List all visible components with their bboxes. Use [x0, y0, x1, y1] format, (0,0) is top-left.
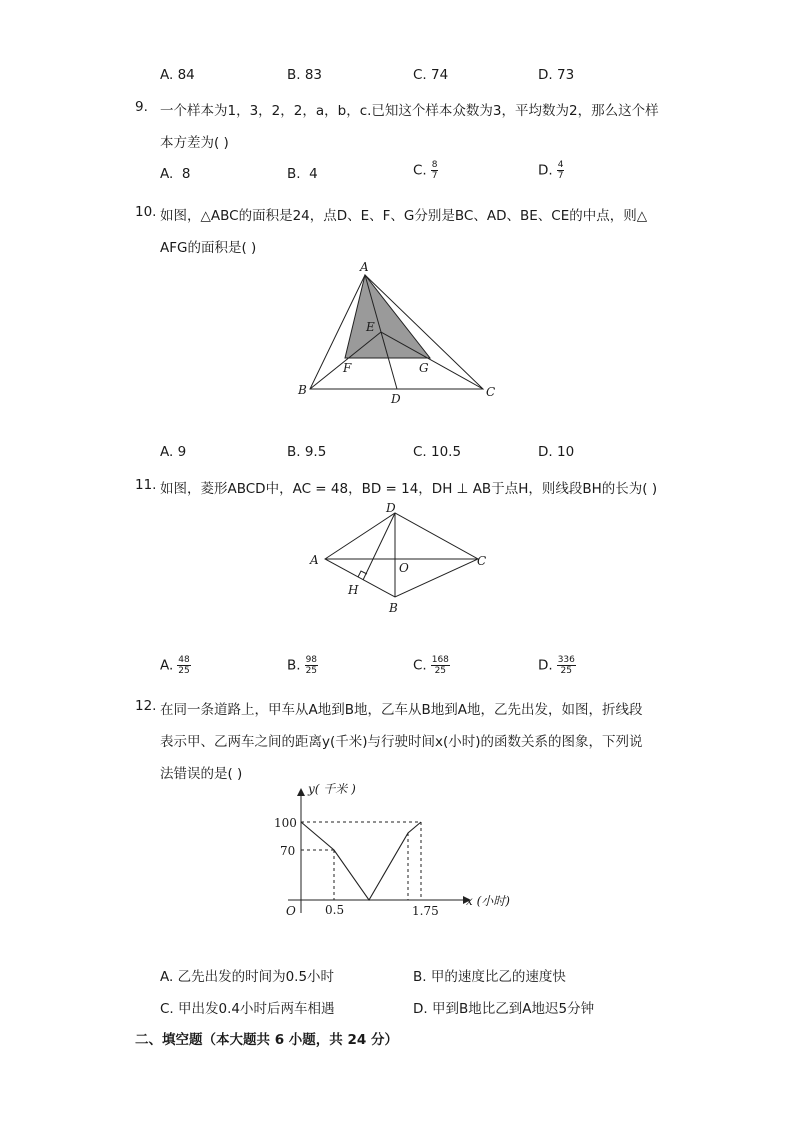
q9-stem-line1: 一个样本为1，3，2，2，a，b，c.已知这个样本众数为3，平均数为2，那么这个样	[160, 103, 659, 119]
q8-option-c: C. 74	[413, 67, 449, 83]
q9-option-b: B. 4	[287, 166, 318, 182]
q10-option-c: C. 10.5	[413, 444, 462, 460]
q12-y-axis-label: y( 千米 )	[308, 782, 356, 796]
q10-label-b: B	[298, 383, 307, 397]
q11-label-a: A	[310, 553, 319, 567]
q10-option-b: B. 9.5	[287, 444, 327, 460]
q12-ytick-100: 100	[274, 816, 297, 830]
q12-xtick-0-5: 0.5	[325, 903, 345, 917]
q12-distance-time-graph	[270, 778, 530, 923]
q12-stem-line1: 在同一条道路上，甲车从A地到B地，乙车从B地到A地，乙先出发，如图，折线段	[160, 702, 643, 718]
q11-option-a: A. $\frac{48}{25}$	[160, 655, 190, 676]
q9-option-d: D. $\frac{4}{7}$	[538, 160, 564, 181]
q10-stem-line1: 如图，△ABC的面积是24，点D、E、F、G分别是BC、AD、BE、CE的中点，则△	[160, 208, 648, 224]
q10-label-f: F	[343, 361, 352, 375]
q9-number: 9.	[135, 99, 148, 115]
q8-option-a: A. 84	[160, 67, 195, 83]
q12-xtick-1-75: 1.75	[412, 904, 439, 918]
q10-label-a: A	[360, 260, 369, 274]
q12-number: 12.	[135, 698, 157, 714]
q11-rhombus-figure	[300, 498, 500, 618]
q11-option-c: C. $\frac{168}{25}$	[413, 655, 449, 676]
section-heading-fill-in: 二、填空题（本大题共 6 小题，共 24 分）	[135, 1032, 398, 1048]
q10-number: 10.	[135, 204, 157, 220]
q12-distance-polyline	[301, 822, 421, 900]
q8-option-b: B. 83	[287, 67, 323, 83]
q8-option-d: D. 73	[538, 67, 575, 83]
q10-label-d: D	[391, 392, 401, 406]
q12-stem-line3: 法错误的是( )	[160, 766, 243, 782]
q12-origin-label: O	[286, 904, 296, 918]
q11-label-h: H	[348, 583, 359, 597]
q9-option-a: A. 8	[160, 166, 191, 182]
q12-option-c: C. 甲出发0.4小时后两车相遇	[160, 1001, 335, 1017]
q9-option-c: C. $\frac{8}{7}$	[413, 160, 438, 181]
q10-shaded-triangle-afg	[345, 275, 430, 358]
q10-option-d: D. 10	[538, 444, 575, 460]
q11-label-o: O	[399, 561, 409, 575]
q10-stem-line2: AFG的面积是( )	[160, 240, 257, 256]
q10-triangle-figure	[290, 255, 510, 410]
q11-label-d: D	[386, 501, 396, 515]
q10-label-g: G	[419, 361, 429, 375]
q9-stem-line2: 本方差为( )	[160, 135, 229, 151]
q11-option-b: B. $\frac{98}{25}$	[287, 655, 318, 676]
q12-option-b: B. 甲的速度比乙的速度快	[413, 969, 566, 985]
q12-x-axis-label: x (小时)	[466, 894, 510, 908]
q11-number: 11.	[135, 477, 157, 493]
q11-option-d: D. $\frac{336}{25}$	[538, 655, 575, 676]
q11-label-b: B	[389, 601, 398, 615]
q12-ytick-70: 70	[280, 844, 296, 858]
q12-option-a: A. 乙先出发的时间为0.5小时	[160, 969, 335, 985]
q10-label-e: E	[366, 320, 375, 334]
q10-label-c: C	[486, 385, 496, 399]
q10-option-a: A. 9	[160, 444, 187, 460]
q12-option-d: D. 甲到B地比乙到A地迟5分钟	[413, 1001, 595, 1017]
q11-label-c: C	[477, 554, 487, 568]
q12-stem-line2: 表示甲、乙两车之间的距离y(千米)与行驶时间x(小时)的函数关系的图象，下列说	[160, 734, 643, 750]
q11-stem-line1: 如图，菱形ABCD中，AC = 48，BD = 14，DH ⊥ AB于点H，则线段BH的长为( )	[160, 481, 658, 497]
